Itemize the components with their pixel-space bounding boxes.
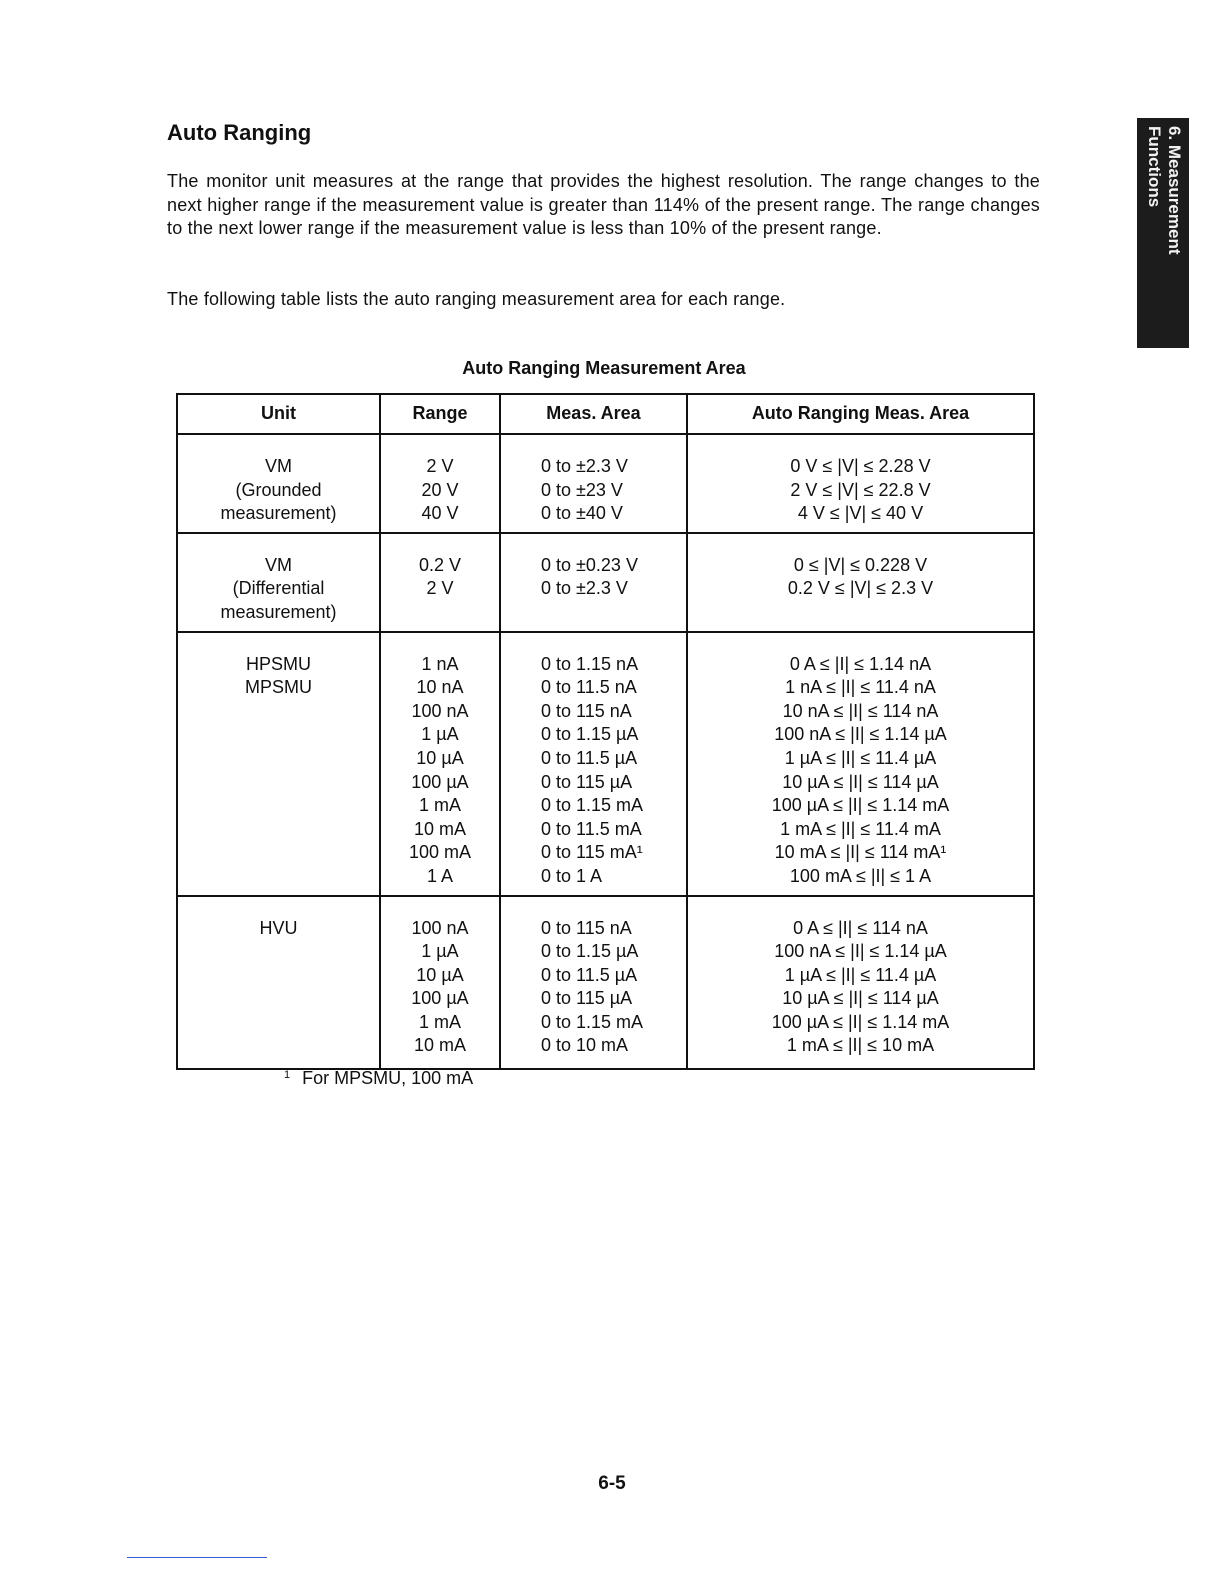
cell-line: 100 µA [411, 771, 469, 792]
chapter-tab-line: 6. Measurement [1165, 126, 1184, 255]
table-row [177, 632, 1034, 896]
cell-line: MPSMU [245, 677, 312, 698]
table-row [177, 434, 1034, 533]
footnote-text: For MPSMU, 100 mA [302, 1068, 474, 1088]
cell-range [380, 533, 500, 632]
cell-line: 0 to 1.15 mA [541, 1011, 644, 1032]
cell-unit [177, 632, 380, 896]
cell-line: 100 mA [408, 842, 472, 863]
cell-line: 0.2 V [418, 554, 462, 575]
cell-line: 100 mA ≤ |I| ≤ 1 A [789, 865, 932, 886]
cell-line: 0 to 115 nA [541, 917, 632, 938]
cell-line: 10 nA ≤ |I| ≤ 114 nA [782, 700, 939, 721]
cell-line: 100 µA ≤ |I| ≤ 1.14 mA [771, 795, 950, 816]
cell-line: 1 mA [418, 795, 461, 816]
cell-line: 0.2 V ≤ |V| ≤ 2.3 V [787, 578, 934, 599]
cell-line: 0 to 115 µA [541, 771, 633, 792]
cell-line: 100 nA [411, 700, 469, 721]
cell-line: 0 to ±0.23 V [541, 554, 638, 575]
column-header-range: Range [380, 394, 500, 434]
cell-range [380, 896, 500, 1070]
cell-line: 20 V [421, 479, 459, 500]
cell-line: 0 ≤ |V| ≤ 0.228 V [793, 554, 928, 575]
cell-line: (Grounded [235, 479, 322, 500]
cell-line: measurement) [220, 601, 337, 622]
cell-line: 100 µA ≤ |I| ≤ 1.14 mA [771, 1011, 950, 1032]
cell-line: HVU [259, 917, 298, 938]
cell-line: 10 nA [416, 677, 464, 698]
cell-line: 1 µA [421, 724, 459, 745]
cell-line: 0 to 1.15 µA [541, 941, 639, 962]
column-header-meas-area: Meas. Area [500, 394, 687, 434]
cell-meas-area [500, 896, 687, 1070]
cell-line: 100 nA [411, 917, 469, 938]
cell-line: 0 to 115 mA¹ [541, 842, 643, 863]
cell-line: 10 mA [413, 1035, 467, 1056]
table-body [177, 434, 1034, 1069]
footnote-marker: 1 [284, 1069, 291, 1081]
chapter-tab-label [1137, 118, 1189, 348]
cell-line: 0 to 1 A [541, 865, 603, 886]
cell-line: 0 to 11.5 µA [541, 964, 638, 985]
cell-line: 10 µA [416, 747, 464, 768]
cell-line: 0 V ≤ |V| ≤ 2.28 V [790, 456, 931, 476]
cell-line: 0 to ±23 V [541, 479, 623, 500]
cell-line: VM [265, 554, 292, 575]
cell-line: 0 to ±40 V [541, 503, 623, 524]
cell-line: 10 µA ≤ |I| ≤ 114 µA [782, 988, 939, 1009]
cell-line: 2 V ≤ |V| ≤ 22.8 V [790, 479, 931, 500]
cell-auto-ranging [687, 632, 1034, 896]
cell-line: measurement) [220, 503, 337, 524]
cell-auto-ranging [687, 434, 1034, 533]
cell-meas-area [500, 533, 687, 632]
footnote [284, 1068, 473, 1089]
table-intro-paragraph: The following table lists the auto ranging measurement area for each range. [167, 289, 786, 309]
cell-line: 40 V [421, 503, 459, 524]
cell-line: 0 to 115 nA [541, 700, 632, 721]
column-header-unit: Unit [177, 394, 380, 434]
cell-auto-ranging [687, 533, 1034, 632]
cell-line: 1 mA ≤ |I| ≤ 10 mA [786, 1035, 935, 1056]
chapter-tab-line: Functions [1145, 126, 1164, 208]
cell-line: 0 to 11.5 mA [541, 818, 642, 839]
cell-line: 0 to 11.5 nA [541, 677, 637, 698]
page-number: 6-5 [598, 1473, 626, 1494]
cell-line: 0 to 11.5 µA [541, 747, 638, 768]
cell-line: 10 mA ≤ |I| ≤ 114 mA¹ [774, 842, 947, 863]
cell-line: 10 mA [413, 818, 467, 839]
cell-line: HPSMU [245, 653, 311, 674]
page-edge-rule [127, 1557, 267, 1558]
cell-line: 1 µA [421, 941, 459, 962]
column-header-auto-ranging: Auto Ranging Meas. Area [687, 394, 1034, 434]
cell-auto-ranging [687, 896, 1034, 1070]
cell-line: 100 µA [411, 988, 469, 1009]
auto-ranging-table [176, 393, 1035, 1070]
cell-line: 0 to 115 µA [541, 988, 633, 1009]
cell-unit [177, 434, 380, 533]
table-header-row [177, 394, 1034, 434]
cell-line: 0 A ≤ |I| ≤ 114 nA [793, 917, 928, 938]
cell-unit [177, 533, 380, 632]
cell-line: 0 A ≤ |I| ≤ 1.14 nA [789, 653, 932, 674]
cell-line: VM [265, 456, 292, 476]
cell-line: 0 to ±2.3 V [541, 456, 628, 476]
cell-meas-area [500, 632, 687, 896]
cell-line: 4 V ≤ |V| ≤ 40 V [797, 503, 924, 524]
chapter-tab [1137, 118, 1189, 348]
cell-line: 0 to 1.15 nA [541, 653, 639, 674]
cell-unit [177, 896, 380, 1070]
cell-line: 1 mA [418, 1011, 461, 1032]
cell-line: 0 to 10 mA [541, 1035, 629, 1056]
cell-line: 10 µA [416, 964, 464, 985]
cell-line: 0 to 1.15 µA [541, 724, 639, 745]
intro-paragraph: The monitor unit measures at the range that provides the highest resolution. The range changes to the next higher range if the measurement value is greater than 114% of the present range. The range changes to the next lower range if the measurement value is less than 10% of the present range. [167, 171, 1040, 238]
cell-line: 1 nA [421, 653, 459, 674]
cell-line: 1 A [426, 865, 454, 886]
cell-line: 2 V [426, 456, 454, 476]
cell-line: 100 nA ≤ |I| ≤ 1.14 µA [774, 941, 947, 962]
table-row [177, 533, 1034, 632]
cell-line: 2 V [426, 578, 454, 599]
cell-line: 1 µA ≤ |I| ≤ 11.4 µA [784, 964, 937, 985]
cell-line: 1 mA ≤ |I| ≤ 11.4 mA [780, 818, 941, 839]
cell-line: 0 to 1.15 mA [541, 795, 644, 816]
cell-range [380, 632, 500, 896]
cell-line: 100 nA ≤ |I| ≤ 1.14 µA [774, 724, 947, 745]
cell-line: (Differential [232, 578, 325, 599]
table-row [177, 896, 1034, 1070]
cell-meas-area [500, 434, 687, 533]
cell-range [380, 434, 500, 533]
section-title: Auto Ranging [167, 120, 312, 145]
cell-line: 1 nA ≤ |I| ≤ 11.4 nA [785, 677, 936, 698]
cell-line: 0 to ±2.3 V [541, 578, 628, 599]
cell-line: 10 µA ≤ |I| ≤ 114 µA [782, 771, 939, 792]
cell-line: 1 µA ≤ |I| ≤ 11.4 µA [784, 747, 937, 768]
table-caption: Auto Ranging Measurement Area [462, 358, 746, 378]
